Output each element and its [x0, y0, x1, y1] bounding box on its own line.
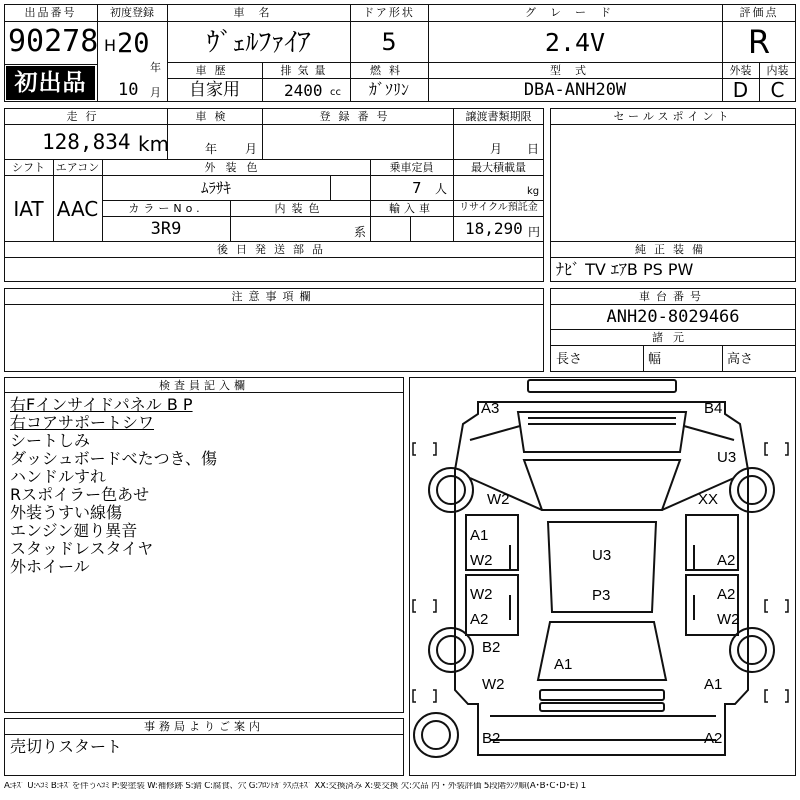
- shift-label: シフト: [12, 161, 45, 174]
- mileage-value: 128,834: [42, 130, 131, 154]
- width-label: 幅: [648, 352, 662, 367]
- displacement-value: 2400: [284, 81, 323, 100]
- lot-no-label: 出品番号: [24, 6, 77, 19]
- damage-mark: U3: [717, 449, 737, 466]
- transfer-day-unit: 日: [527, 142, 540, 156]
- spare-wheel: [414, 713, 458, 757]
- inspector-remarks: [10, 396, 217, 576]
- damage-mark: A1: [704, 676, 723, 693]
- interior-score: C: [770, 78, 785, 102]
- color-no-label: カラーNo.: [128, 202, 204, 215]
- remark-line: 外装うすい線傷: [10, 503, 123, 522]
- seats-value: 7: [412, 179, 422, 197]
- sales-points-label: セールスポイント: [613, 110, 733, 123]
- max-load-label: 最大積載量: [471, 161, 526, 174]
- wheel-left-front: [429, 468, 473, 512]
- seats-label: 乗車定員: [389, 161, 434, 174]
- type-label: 型式: [550, 64, 600, 77]
- damage-mark: A1: [554, 656, 573, 673]
- damage-mark: W2: [487, 491, 510, 508]
- parts-label: 後日発送部品: [217, 243, 331, 256]
- inspection-month-unit: 月: [245, 142, 258, 156]
- damage-mark: W2: [717, 611, 740, 628]
- import-label: 輸入車: [389, 202, 434, 215]
- sales-points-block: [550, 108, 796, 242]
- windshield: [524, 460, 680, 510]
- seats-unit: 人: [435, 182, 448, 196]
- ac-label: エアコン: [55, 161, 100, 174]
- fuel-value: ｶﾞｿﾘﾝ: [368, 80, 409, 99]
- inspector-label: 検査員記入欄: [159, 379, 249, 392]
- month-unit: 月: [150, 86, 161, 99]
- year: 20: [117, 28, 150, 59]
- grade-value: 2.4V: [544, 28, 606, 57]
- recycle-value: 18,290: [465, 219, 523, 238]
- ext-color-label: 外装色: [204, 161, 268, 174]
- remark-line: ハンドルすれ: [10, 467, 107, 486]
- doors-value: 5: [381, 28, 397, 56]
- lot-number: 90278: [8, 24, 99, 59]
- transfer-label: 譲渡書類期限: [465, 110, 532, 123]
- damage-mark: U3: [592, 547, 612, 564]
- int-color-unit: 系: [354, 225, 367, 239]
- exterior-score: D: [732, 78, 749, 102]
- color-no-value: 3R9: [150, 219, 182, 239]
- damage-mark: W2: [482, 676, 505, 693]
- damage-mark: A2: [704, 730, 723, 747]
- damage-mark: A2: [470, 611, 489, 628]
- wheel-right-rear: [730, 628, 774, 672]
- length-label: 長さ: [556, 352, 583, 367]
- damage-mark: A2: [717, 552, 736, 569]
- rear-bumper: [540, 690, 664, 700]
- damage-mark: A1: [470, 527, 489, 544]
- notes-label: 注意事項欄: [231, 290, 317, 303]
- first-reg-label: 初度登録: [110, 6, 154, 19]
- wheel-right-front: [730, 468, 774, 512]
- year-unit: 年: [150, 61, 161, 74]
- model-label: 車名: [233, 6, 284, 19]
- type-value: DBA-ANH20W: [523, 80, 627, 100]
- remark-line: シートしみ: [10, 431, 91, 450]
- displacement-label: 排気量: [280, 64, 332, 77]
- history-value: 自家用: [189, 80, 240, 100]
- history-label: 車歴: [195, 64, 234, 77]
- genuine-equipment-label: 純正装備: [635, 243, 711, 256]
- chassis-no-value: ANH20-8029466: [606, 307, 740, 327]
- score-label: 評価点: [739, 6, 779, 19]
- damage-mark: W2: [470, 586, 493, 603]
- damage-mark: B2: [482, 639, 501, 656]
- grade-label: グレード: [525, 6, 625, 19]
- front-bumper: [528, 380, 676, 392]
- reg-no-label: 登録番号: [319, 110, 396, 123]
- first-listing-badge: 初出品: [6, 66, 95, 100]
- height-label: 高さ: [727, 352, 754, 367]
- model-name: ｳﾞｪﾙﾌｧｲｱ: [206, 28, 311, 58]
- damage-mark: B4: [704, 400, 723, 417]
- era-mark: H: [104, 36, 117, 55]
- remark-line: 右Fインサイドパネル B P: [10, 395, 193, 414]
- office-label: 事務局よりご案内: [144, 720, 264, 733]
- ext-color-value: ﾑﾗｻｷ: [200, 179, 231, 197]
- office-message: 売切りスタート: [10, 737, 123, 756]
- car-diagram: [409, 377, 796, 776]
- damage-mark: P3: [592, 587, 611, 604]
- ac-value: AAC: [56, 197, 99, 221]
- shift-value: IAT: [13, 197, 44, 221]
- remark-line: ダッシュボードべたつき、傷: [10, 449, 218, 468]
- recycle-unit: 円: [528, 225, 541, 239]
- remark-line: スタッドレスタイヤ: [10, 539, 154, 558]
- fuel-label: 燃料: [370, 64, 408, 77]
- damage-mark: XX: [698, 491, 719, 508]
- displacement-unit: cc: [330, 87, 341, 98]
- transfer-month-unit: 月: [490, 142, 503, 156]
- interior-label: 内装: [766, 64, 789, 77]
- wheel-left-rear: [429, 628, 473, 672]
- specs-label: 諸元: [652, 331, 694, 344]
- exterior-label: 外装: [729, 64, 752, 77]
- remark-line: 外ホイール: [10, 557, 90, 576]
- damage-mark: A2: [717, 586, 736, 603]
- max-load-unit: kg: [527, 186, 540, 197]
- chassis-no-label: 車台番号: [639, 290, 707, 303]
- mileage-label: 走行: [66, 110, 105, 123]
- remark-line: 右コアサポートシワ: [10, 413, 155, 432]
- remark-line: エンジン廻り異音: [10, 521, 138, 540]
- month: 10: [118, 80, 139, 100]
- int-color-label: 内装色: [274, 202, 326, 215]
- damage-mark: W2: [470, 552, 493, 569]
- damage-mark: B2: [482, 730, 501, 747]
- inspection-year-unit: 年: [205, 142, 218, 156]
- doors-label: ドア形状: [363, 6, 415, 19]
- genuine-equipment-value: ﾅﾋﾞ TV ｴｱB PS PW: [556, 260, 694, 279]
- remark-line: Rスポイラー色あせ: [10, 485, 150, 504]
- damage-mark: A3: [481, 400, 500, 417]
- score-value: R: [747, 23, 771, 61]
- recycle-label: リサイクル預託金: [459, 202, 538, 213]
- mileage-unit: km: [138, 132, 170, 156]
- legend: A:ｷｽﾞ U:ﾍｺﾐ B:ｷｽﾞを伴うﾍｺﾐ P:要塗装 W:補修跡 S:錆 C:腐食、穴 G:ﾌﾛﾝﾄｶﾞﾗｽ点ｷｽﾞ XX:交換済み X:要交換 欠:欠品 内・外装評価 5段階ﾗﾝｸ順(A･B･C･D･E) 1: [4, 782, 586, 791]
- inspection-label: 車検: [195, 110, 234, 123]
